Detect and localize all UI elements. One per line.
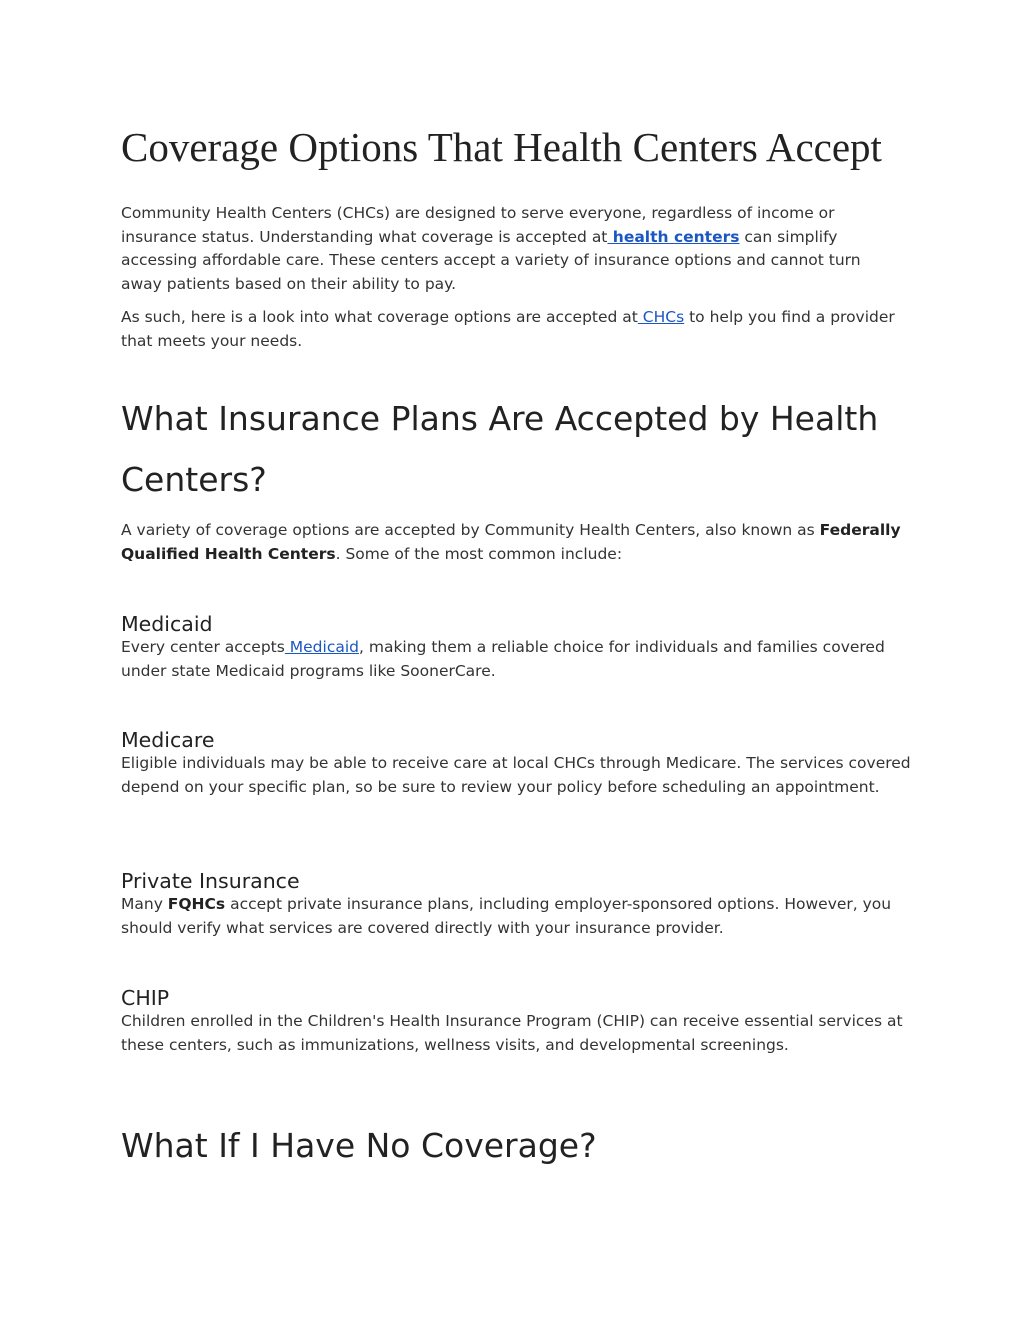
fqhc-bold-text: Federally Qualified Health Centers (121, 521, 901, 563)
no-coverage-heading: What If I Have No Coverage? (121, 1126, 597, 1165)
private-text-a: Many (121, 895, 168, 913)
private-insurance-section (121, 869, 911, 940)
plans-heading: What Insurance Plans Are Accepted by Health Centers? (121, 399, 879, 499)
plans-intro-text-a: A variety of coverage options are accepted by Community Health Centers, also known as (121, 521, 820, 539)
fqhcs-bold-text: FQHCs (167, 895, 226, 913)
medicare-heading: Medicare (121, 728, 215, 752)
chip-section (121, 986, 911, 1057)
medicaid-heading: Medicaid (121, 612, 213, 636)
private-insurance-heading: Private Insurance (121, 869, 300, 893)
medicare-section (121, 728, 911, 799)
intro-text-2a: As such, here is a look into what coverage options are accepted at (121, 308, 638, 326)
chcs-link[interactable]: CHCs (637, 308, 685, 326)
medicaid-text-b: , making them a reliable choice for individuals and families covered under state Medicaid programs like SoonerCare. (121, 638, 885, 680)
private-text-b: accept private insurance plans, including employer-sponsored options. However, you should verify what services are covered directly with your insurance provider. (121, 895, 892, 937)
medicaid-text-a: Every center accepts (121, 638, 285, 656)
intro-text-1b: can simplify accessing affordable care. These centers accept a variety of insurance options and cannot turn away patients based on their ability to pay. (121, 227, 861, 293)
medicaid-paragraph (121, 636, 911, 683)
health-centers-link[interactable]: health centers (607, 227, 740, 246)
private-insurance-paragraph (121, 893, 911, 940)
plans-intro-text-b: . Some of the most common include: (335, 544, 623, 563)
page-title: Coverage Options That Health Centers Accept (121, 124, 882, 170)
medicare-paragraph: Eligible individuals may be able to receive care at local CHCs through Medicare. The services covered depend on your specific plan, so be sure to review your policy before scheduling an appointment. (121, 754, 911, 796)
intro-paragraph-1 (121, 202, 901, 296)
intro-text-1a: Community Health Centers (CHCs) are designed to serve everyone, regardless of income or insurance status. Understanding what coverage is accepted at (121, 204, 835, 246)
medicaid-section (121, 612, 911, 683)
intro-text-2b: to help you find a provider that meets your needs. (121, 308, 895, 350)
intro-paragraph-2 (121, 306, 901, 353)
chip-paragraph: Children enrolled in the Children's Health Insurance Program (CHIP) can receive essential services at these centers, such as immunizations, wellness visits, and developmental screenings. (121, 1012, 903, 1054)
chip-heading: CHIP (121, 986, 170, 1010)
plans-intro-paragraph (121, 519, 901, 566)
medicaid-link[interactable]: Medicaid (284, 638, 359, 656)
